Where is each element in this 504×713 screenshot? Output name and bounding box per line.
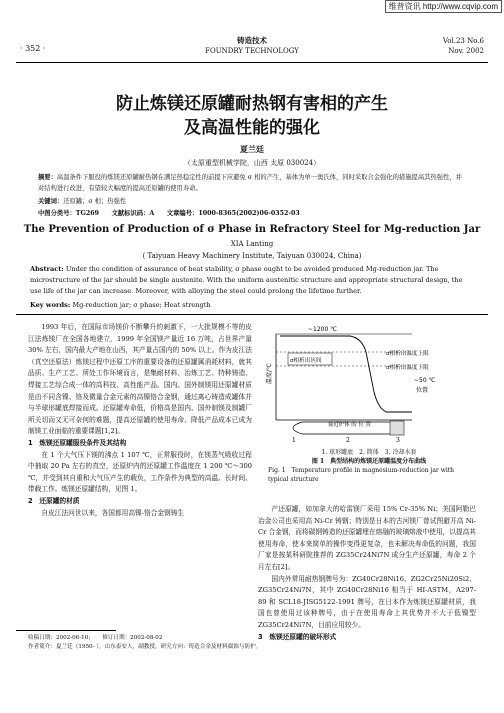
cooling-jacket bbox=[390, 421, 404, 435]
keywords-en-text: Mg-reduction jar; σ phase; Heat strength bbox=[72, 301, 211, 309]
footnote-rule bbox=[16, 630, 116, 631]
section-1-heading: 1 炼镁还原罐服役条件及其结构 bbox=[28, 438, 127, 447]
right-paragraph-2: 国内外常用耐热钢牌号为：ZG40Cr28Ni16、ZG2Cr25Ni20Si2、ZG35Cr24Ni7N，其中 ZG40Cr28Ni16 相当于 HI-ASTM，A297-89 和 SCL18-JISG5122-1991 牌号，在日本作为炼镁还原罐材质，我国也曾使用过该种牌号，由于在使用寿命上其优势并不大于低镍型 ZG35Cr24Ni7N，目前应用较少。 bbox=[258, 574, 476, 629]
watermark: 维普资讯 http://www.cqvip.com bbox=[385, 0, 502, 13]
keywords-cn bbox=[38, 196, 466, 207]
journal-name bbox=[16, 36, 488, 56]
abstract-en-label: Abstract: bbox=[30, 265, 64, 273]
abstract-en bbox=[30, 264, 474, 297]
intro-paragraph: 1993 年后，在国际市场镁价不断攀升的刺激下，一大批规模不等的皮江法炼镁厂在全国各地建立，1999 年全国镁产量近 16 万吨，占世界产量 30% 左右，国内最大产地在山西，其产量占国内的 50% 以上。作为皮江法（真空还原法）炼镁过程中还原工序的重要设备的还原罐属消耗材料，就其品质、生产工艺、所处工作环境而言，是集耐材料、冶炼工艺、特种铸造、焊接工艺综合成一体的高科技、高性能产品。国内、国外制镁用还原罐材质是由不同含镍、铬及微量合金元素的高镍铬合金钢，通过离心铸造成罐体并与半球形罐底焊接而成。还原罐寿命低，价格高是国内、国外制镁及制罐厂所关切而又无可奈何的难题，提高还原罐的使用寿命、降低产品成本已成为制镁工业面临的重要课题[1,2]。 bbox=[28, 323, 252, 436]
abstract-cn-text: 高温条件下服役的炼镁还原罐耐热钢在满足热稳定性的前提下应避免 σ 相的产生，基体为单一奥氏体，同时采取合金强化的措施提高其热强性，并对结构进行改进，有望较大幅度的提高还原罐的使用寿命。 bbox=[38, 174, 462, 192]
section-1-text: 在 1 个大气压下镁的沸点 1 107 ℃，正常服役时，在镁蒸气吸收过程中抽取 20 Pa 左右的真空，还原炉内的还原罐工作温度在 1 200 ℃～300 ℃，并受到其自重和大气压产生的载负，工作条件为典型的高温、长时间、带载工作。炼镁还原罐结构，见图 1。 bbox=[28, 450, 252, 494]
keywords-cn-label: 关键词： bbox=[38, 198, 64, 205]
left-column bbox=[28, 322, 252, 519]
zone-label: 接近炉体 的 位 置 bbox=[328, 422, 371, 428]
author-bio: 作者简介：夏兰廷（1950- ），山东泰安人，副教授，研究方向：铸造合金及材料腐蚀与防护。 bbox=[28, 644, 262, 650]
temperature-profile-diagram bbox=[262, 322, 476, 444]
figure-caption-cn: 图 1 典型结构的炼镁还原罐温度分布曲线 bbox=[311, 458, 427, 465]
title-en: The Prevention of Production of σ Phase in Refractory Steel for Mg-reduction Jar bbox=[23, 224, 481, 235]
classification: 中图分类号：TG269 文献标识码：A 文章编号：1000-8365(2002)06-0352-03 bbox=[38, 210, 300, 217]
right-paragraph-1: 产还原罐，如加拿大的哈雷镁厂采用 15% Cr-35% Ni；美国阿勒巴冶金公司也采用高 Ni-Cr 铸钢；特别是日本的古河镁厂曾试图避开高 Ni-Cr 合金钢，而将碳钢铸造的还原罐埋在熔融的玻璃熔液中使用，以提高其使用寿命，使本来简单的操作变得更复杂，也未解决寿命低的问题，我国厂家是按某科研院推荐的 ZG35Cr24Ni7N 成分生产还原罐，寿命 2 个月左右[2]。 bbox=[258, 505, 476, 571]
footnotes bbox=[28, 634, 264, 652]
part-label-1: 1 bbox=[292, 437, 296, 444]
page-header bbox=[16, 34, 488, 60]
section-2-text: 自皮江法问世以来，各国都用高镍-铬合金钢铸生 bbox=[41, 508, 185, 517]
header-rule bbox=[16, 62, 488, 63]
received-date: 收稿日期：2002-06-10； 修订日期：2002-08-02 bbox=[28, 635, 163, 641]
abstract-rule bbox=[16, 314, 488, 315]
y-axis-label: 温度/℃ bbox=[266, 363, 273, 384]
section-2-heading: 2 还原罐的材质 bbox=[28, 496, 80, 505]
journal-issue bbox=[443, 36, 484, 56]
sigma-zone-label: σ相析出区间 bbox=[290, 358, 322, 364]
upper-limit-label: σ相析出温度上限 bbox=[386, 351, 429, 357]
keywords-en-label: Key words: bbox=[30, 301, 71, 309]
figure-caption-en bbox=[262, 466, 476, 484]
position-label: 位置 bbox=[416, 387, 429, 394]
keywords-cn-text: 还原罐；σ 相；热强性 bbox=[63, 198, 127, 205]
affiliation-en: ( Taiyuan Heavy Machinery Institute, Taiyuan 030024, China) bbox=[142, 252, 362, 260]
part-label-2: 2 bbox=[346, 437, 350, 444]
journal-date: Nov. 2002 bbox=[448, 47, 484, 55]
page-number: · 352 · bbox=[20, 44, 46, 53]
page-bottom bbox=[0, 693, 504, 713]
abstract-cn-label: 摘要： bbox=[38, 174, 57, 181]
journal-cn: 铸造技术 bbox=[237, 36, 267, 45]
journal-en: FOUNDRY TECHNOLOGY bbox=[205, 47, 299, 55]
temp-top-label: ~1200 ℃ bbox=[308, 326, 337, 333]
figure-caption-en-text: Temperature profile in magnesium-reduction jar with typical structure bbox=[268, 467, 455, 483]
part-label-3: 3 bbox=[396, 437, 400, 444]
abstract-cn bbox=[38, 172, 466, 194]
author-cn: 夏兰廷 bbox=[240, 144, 264, 154]
title-cn-line2: 及高温性能的强化 bbox=[184, 118, 320, 138]
right-column bbox=[258, 504, 476, 643]
lower-limit-label: σ相析出温度下限 bbox=[386, 365, 429, 371]
temp-bottom-label: ~50 ℃ bbox=[414, 377, 436, 384]
figure-1 bbox=[262, 322, 476, 490]
title-cn-line1: 防止炼镁还原罐耐热钢有害相的产生 bbox=[116, 94, 388, 114]
keywords-en bbox=[30, 300, 474, 311]
figure-legend: 1. 球形罐底 2. 简体 3. 冷却水套 bbox=[321, 449, 417, 456]
journal-volume: Vol.23 No.6 bbox=[442, 37, 484, 45]
figure-caption-en-label: Fig. 1 bbox=[268, 467, 286, 474]
temperature-curve bbox=[280, 336, 412, 412]
abstract-en-text: Under the condition of assurance of heat stability, σ phase ought to be avoided produced Mg-reduction jar. The microstructure of the jar should be single austenite. With the uniform austenitic structure and appropriate structural design, the use life of the jar can increase. Moreover, with alloying the steel could prolong the lifetime further. bbox=[30, 265, 463, 295]
section-3-heading: 3 炼镁还原罐的破坏形式 bbox=[258, 632, 337, 641]
affiliation-cn: （太原重型机械学院，山西 太原 030024） bbox=[183, 159, 321, 167]
author-en: XIA Lanting bbox=[230, 240, 274, 248]
